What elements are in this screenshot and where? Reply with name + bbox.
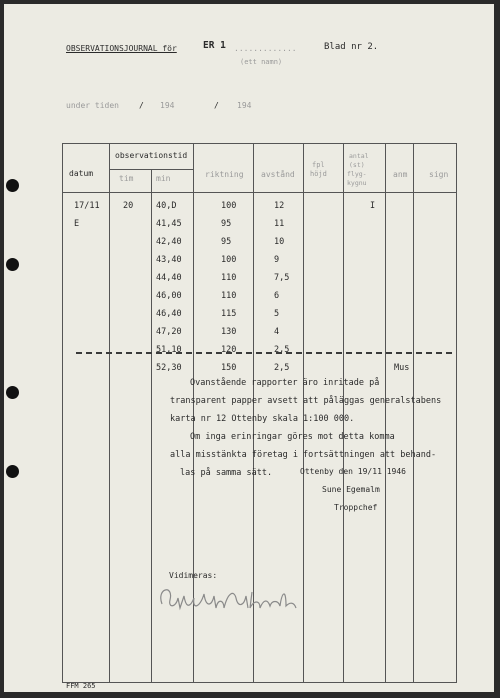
table-cell-tim: 20: [123, 201, 134, 211]
table-cell-min: 47,20: [156, 327, 182, 337]
col-header-kat-4: kygnu: [347, 179, 367, 187]
col-header-datum: datum: [69, 169, 94, 178]
vidimeras-label: Vidimeras:: [169, 571, 218, 580]
table-cell-min: 41,45: [156, 219, 182, 229]
place-date: Ottenby den 19/11 1946: [300, 467, 406, 476]
table-cell-min: 46,40: [156, 309, 182, 319]
table-cell-riktning: 115: [221, 309, 237, 319]
table-cell-avstand: 2,5: [274, 363, 290, 373]
col-header-tim: tim: [119, 174, 134, 183]
table-cell-avstand: 5: [274, 309, 280, 319]
col-header-flyghojd-2: höjd: [310, 170, 327, 178]
col-header-riktning: riktning: [205, 170, 244, 179]
table-cell-riktning: 110: [221, 291, 237, 301]
table-cell-avstand: 2,5: [274, 345, 290, 355]
table-cell-datum: E: [74, 219, 80, 229]
table-cell-anm: Mus: [394, 363, 410, 373]
report-line: las på samma sätt.: [180, 468, 273, 478]
table-cell-min: 40,D: [156, 201, 177, 211]
table-cell-riktning: 95: [221, 237, 232, 247]
col-header-kat-2: (st): [349, 161, 365, 169]
period-label: under tiden: [66, 101, 119, 110]
table-cell-avstand: 9: [274, 255, 280, 265]
table-cell-riktning: 95: [221, 219, 232, 229]
signer-title: Troppchef: [334, 503, 378, 512]
form-title: OBSERVATIONSJOURNAL för: [66, 44, 177, 53]
report-line: Om inga erinringar göres mot detta komma: [190, 432, 395, 442]
punch-hole: [6, 386, 19, 399]
period-year-2: 194: [237, 101, 252, 110]
form-code: FFM 265: [66, 682, 96, 690]
table-cell-avstand: 4: [274, 327, 280, 337]
report-line: karta nr 12 Ottenby skala 1:100 000.: [170, 414, 355, 424]
table-cell-riktning: 120: [221, 345, 237, 355]
col-header-observation-time: observationstid: [115, 151, 188, 160]
col-header-avstand: avstånd: [261, 170, 295, 179]
col-header-sign: sign: [429, 170, 449, 179]
sheet-number: Blad nr 2.: [324, 42, 379, 52]
table-cell-min: 52,30: [156, 363, 182, 373]
report-line: transparent papper avsett att påläggas generalstabens: [170, 396, 442, 406]
report-line: Ovanstående rapporter äro inritade på: [190, 378, 380, 388]
table-cell-riktning: 110: [221, 273, 237, 283]
station-code: ER 1: [203, 40, 226, 51]
table-cell-avstand: 11: [274, 219, 285, 229]
table-cell-avstand: 10: [274, 237, 285, 247]
table-cell-min: 46,00: [156, 291, 182, 301]
table-cell-riktning: 100: [221, 201, 237, 211]
dashed-separator: [76, 352, 452, 354]
table-cell-avstand: 7,5: [274, 273, 290, 283]
table-cell-riktning: 100: [221, 255, 237, 265]
table-cell-riktning: 150: [221, 363, 237, 373]
report-line: alla misstänkta företag i fortsättningen att behand-: [170, 450, 437, 460]
period-year-1: 194: [160, 101, 175, 110]
col-header-min: min: [156, 174, 171, 183]
signer-name: Sune Egemalm: [322, 485, 380, 494]
table-cell-min: 42,40: [156, 237, 182, 247]
dotted-line: .............: [234, 44, 297, 53]
table-cell-min: 44,40: [156, 273, 182, 283]
table-cell-datum: 17/11: [74, 201, 100, 211]
table-cell-min: 51,10: [156, 345, 182, 355]
period-slash: /: [139, 101, 144, 110]
table-cell-riktning: 130: [221, 327, 237, 337]
col-header-kat-3: flyg-: [347, 170, 367, 178]
punch-hole: [6, 179, 19, 192]
punch-hole: [6, 465, 19, 478]
period-slash: /: [214, 101, 219, 110]
punch-hole: [6, 258, 19, 271]
table-cell-avstand: 12: [274, 201, 285, 211]
col-header-kat-1: antal: [349, 152, 369, 160]
name-hint: (ett namn): [240, 58, 283, 66]
col-header-flyghojd-1: fpl: [312, 161, 325, 169]
table-cell-min: 43,40: [156, 255, 182, 265]
col-header-anm: anm: [393, 170, 408, 179]
table-cell-avstand: 6: [274, 291, 280, 301]
document-page: [4, 4, 494, 692]
table-cell-antal: I: [370, 201, 376, 211]
handwritten-signature: [154, 578, 304, 618]
